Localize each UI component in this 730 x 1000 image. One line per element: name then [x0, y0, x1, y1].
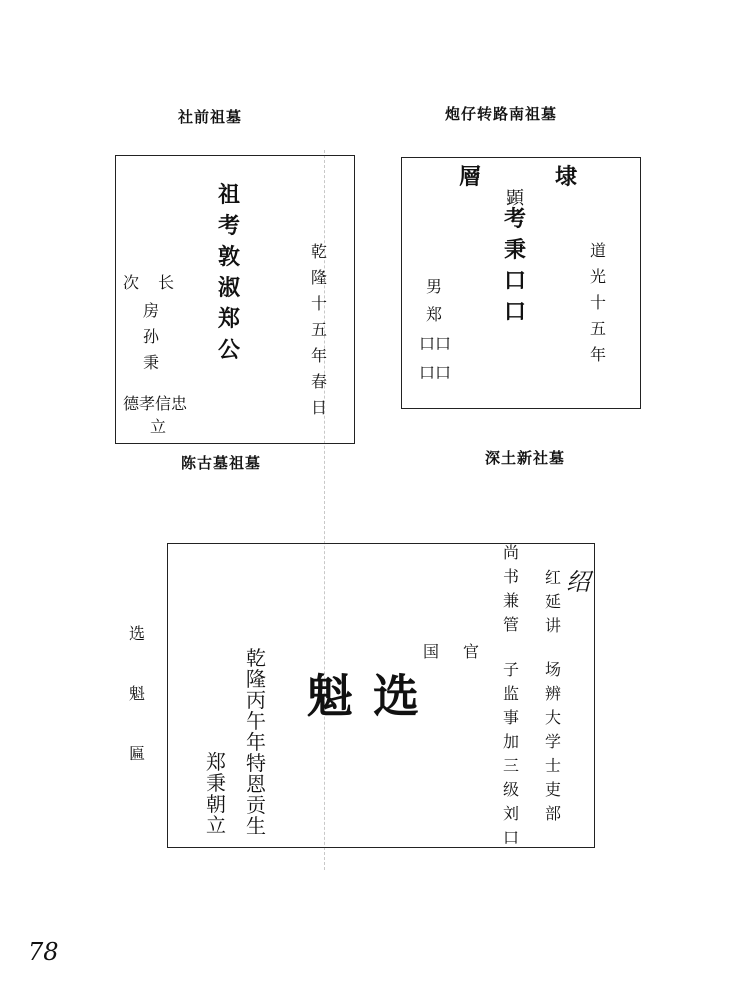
- vertical-char: 秉: [206, 771, 226, 795]
- vertical-char: 场: [545, 660, 562, 679]
- vertical-char: 魁: [129, 684, 146, 703]
- tablet-a-col-4: 德孝信忠: [123, 394, 188, 413]
- vertical-char: 年: [246, 730, 266, 754]
- vertical-char: 郑: [218, 306, 241, 332]
- tablet-a-col-3: [143, 303, 159, 381]
- vertical-char: 子: [503, 660, 520, 679]
- vertical-char: 讲: [545, 616, 562, 635]
- page-number: 78: [28, 938, 59, 966]
- vertical-char: 淑: [218, 275, 241, 301]
- tablet-a-col-5: [150, 419, 166, 445]
- tablet-a-center: [218, 184, 240, 370]
- vertical-char: 辨: [545, 684, 562, 703]
- tablet-b-date: [590, 243, 606, 373]
- vertical-char: 选: [129, 624, 146, 643]
- vertical-char: 加: [503, 732, 520, 751]
- heading-middle-right: 深土新社墓: [485, 449, 566, 467]
- vertical-char: 隆: [246, 667, 266, 691]
- vertical-char: 隆: [311, 268, 328, 287]
- vertical-char: 贡: [246, 793, 266, 817]
- vertical-char: 丙: [246, 688, 266, 712]
- vertical-char: 道: [590, 241, 607, 260]
- vertical-char: 五: [311, 320, 328, 339]
- vertical-char: 吏: [545, 780, 562, 799]
- vertical-char: 年: [590, 345, 607, 364]
- tablet-c-right-4: [503, 662, 519, 854]
- vertical-char: 五: [590, 319, 607, 338]
- vertical-char: 孙: [143, 327, 160, 346]
- vertical-char: 十: [311, 294, 328, 313]
- vertical-char: 秉: [143, 353, 160, 372]
- tablet-c-handwritten: 绍: [566, 568, 590, 596]
- vertical-char: 口: [504, 299, 527, 325]
- vertical-char: 光: [590, 267, 607, 286]
- vertical-char: 乾: [246, 646, 266, 670]
- heading-top-right: 炮仔转路南祖墓: [445, 105, 558, 123]
- vertical-char: 刘: [503, 804, 520, 823]
- tablet-c-right-3: [545, 662, 561, 830]
- vertical-char: 乾: [311, 242, 328, 261]
- vertical-char: 士: [545, 756, 562, 775]
- vertical-char: 秉: [504, 237, 527, 263]
- vertical-char: 立: [206, 813, 226, 837]
- vertical-char: 口: [503, 828, 520, 847]
- vertical-char: 级: [503, 780, 520, 799]
- vertical-char: 立: [150, 417, 167, 436]
- tablet-b-top-right: 埭: [555, 164, 578, 190]
- vertical-char: 十: [590, 293, 607, 312]
- vertical-char: 考: [218, 213, 241, 239]
- vertical-char: 部: [545, 804, 562, 823]
- vertical-char: 三: [503, 756, 520, 775]
- vertical-char: 郑: [206, 750, 226, 774]
- vertical-char: 兼: [503, 591, 520, 610]
- vertical-char: 考: [504, 206, 527, 232]
- vertical-char: 次: [123, 273, 140, 292]
- tablet-a-col-2: [123, 275, 139, 301]
- vertical-char: 春: [311, 372, 328, 391]
- vertical-char: 监: [503, 684, 520, 703]
- heading-top-left: 社前祖墓: [178, 108, 243, 126]
- tablet-c-right-2: [545, 570, 561, 642]
- vertical-char: 祖: [218, 182, 241, 208]
- heading-middle-left: 陈古墓祖墓: [181, 454, 262, 472]
- vertical-char: 口: [504, 268, 527, 294]
- tablet-b-left-1: 男: [426, 277, 443, 296]
- vertical-char: 日: [311, 398, 328, 417]
- vertical-char: 学: [545, 732, 562, 751]
- vertical-char: 书: [503, 567, 520, 586]
- tablet-c-title: 魁选: [307, 669, 439, 723]
- vertical-char: 大: [545, 708, 562, 727]
- vertical-char: 年: [311, 346, 328, 365]
- vertical-char: 管: [503, 615, 520, 634]
- vertical-char: 公: [218, 337, 241, 363]
- vertical-char: 敦: [218, 244, 241, 270]
- tablet-c-guo: 国: [423, 642, 440, 661]
- tablet-c-donor: [206, 752, 226, 836]
- vertical-char: 延: [545, 592, 562, 611]
- vertical-char: 匾: [129, 744, 146, 763]
- vertical-char: 房: [143, 301, 160, 320]
- tablet-c-date: [246, 648, 266, 837]
- tablet-c-side-label: [129, 626, 145, 806]
- vertical-char: 午: [246, 709, 266, 733]
- tablet-b-left-4: 口口: [419, 363, 452, 382]
- tablet-b-left-3: 口口: [419, 334, 452, 353]
- vertical-char: 事: [503, 708, 520, 727]
- tablet-b-center-small: 顕: [506, 188, 524, 209]
- tablet-b-top-left: 層: [459, 164, 482, 190]
- vertical-char: 长: [158, 273, 175, 292]
- tablet-a-col-1: [158, 275, 174, 301]
- vertical-char: 尚: [503, 543, 520, 562]
- vertical-char: 特: [246, 751, 266, 775]
- vertical-char: 朝: [206, 792, 226, 816]
- tablet-a-date: [311, 244, 327, 426]
- tablet-c-right-1: [503, 545, 519, 641]
- tablet-b-center: [504, 208, 526, 332]
- vertical-char: 恩: [246, 772, 266, 796]
- tablet-b-left-2: 郑: [426, 305, 443, 324]
- tablet-c-guan: 官: [463, 642, 480, 661]
- vertical-char: 红: [545, 568, 562, 587]
- vertical-char: 生: [246, 814, 266, 838]
